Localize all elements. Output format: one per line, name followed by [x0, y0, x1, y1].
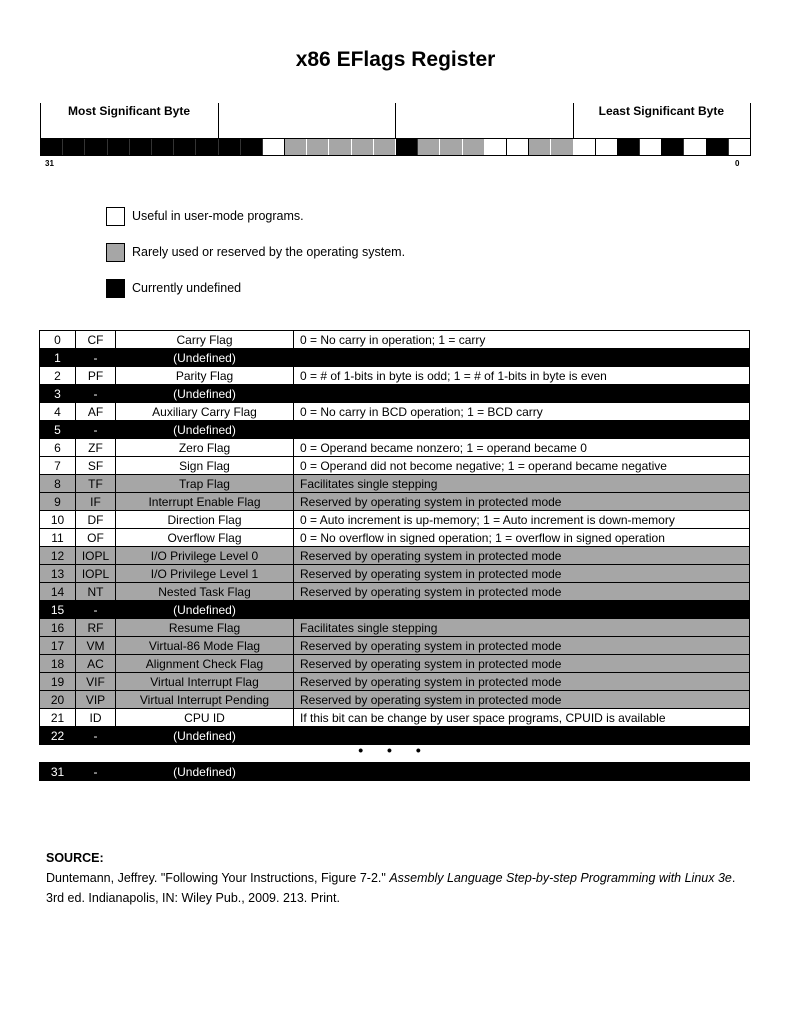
table-row: [40, 673, 750, 691]
bit-cell-24: [196, 139, 218, 155]
table-row: [40, 403, 750, 421]
flag-abbreviation: -: [76, 601, 116, 619]
flag-name: (Undefined): [116, 421, 294, 439]
source-label: SOURCE:: [46, 851, 104, 865]
least-significant-byte-cell: [574, 103, 752, 139]
flag-description: Reserved by operating system in protected mode: [294, 493, 750, 511]
flag-description: Reserved by operating system in protected mode: [294, 565, 750, 583]
table-row: [40, 439, 750, 457]
source-text-before: Duntemann, Jeffrey. "Following Your Instructions, Figure 7-2.": [46, 871, 390, 885]
bit-cell-15: [396, 139, 418, 155]
flag-name: CPU ID: [116, 709, 294, 727]
ellipsis: • • •: [358, 742, 431, 758]
flag-name: Direction Flag: [116, 511, 294, 529]
legend-item-undefined: [106, 278, 405, 298]
table-row: [40, 583, 750, 601]
flag-abbreviation: AF: [76, 403, 116, 421]
source-text: [46, 868, 756, 908]
flag-abbreviation: OF: [76, 529, 116, 547]
byte-cell-2: [219, 103, 397, 139]
table-row: [40, 457, 750, 475]
bit-cell-31: [41, 139, 63, 155]
bit-cell-23: [219, 139, 241, 155]
table-row: [40, 709, 750, 727]
table-row: [40, 493, 750, 511]
most-significant-byte-cell: [41, 103, 219, 139]
table-row: [40, 511, 750, 529]
flag-description: 0 = # of 1-bits in byte is odd; 1 = # of 1-bits in byte is even: [294, 367, 750, 385]
flag-description: 0 = No carry in operation; 1 = carry: [294, 331, 750, 349]
flags-table-last: [39, 762, 750, 781]
flags-table: [39, 330, 750, 745]
flag-abbreviation: VIF: [76, 673, 116, 691]
bit-number: 15: [40, 601, 76, 619]
bit-cell-27: [130, 139, 152, 155]
table-row: [40, 475, 750, 493]
table-row: [40, 367, 750, 385]
gray-swatch-icon: [106, 243, 125, 262]
bit-number: 2: [40, 367, 76, 385]
bit-number: 17: [40, 637, 76, 655]
bit-number: 16: [40, 619, 76, 637]
bit-cell-9: [529, 139, 551, 155]
byte-header: [40, 103, 751, 139]
flag-name: Auxiliary Carry Flag: [116, 403, 294, 421]
flags-table-body: [40, 331, 750, 745]
bit-number: 22: [40, 727, 76, 745]
flag-abbreviation: IOPL: [76, 547, 116, 565]
table-row: [40, 349, 750, 367]
flag-abbreviation: IF: [76, 493, 116, 511]
table-row: [40, 691, 750, 709]
flag-name: I/O Privilege Level 0: [116, 547, 294, 565]
bit-number: 5: [40, 421, 76, 439]
table-row: [40, 619, 750, 637]
bit-number: 9: [40, 493, 76, 511]
flag-description: [294, 385, 750, 403]
legend-item-user-mode: [106, 206, 405, 226]
flag-description: 0 = No carry in BCD operation; 1 = BCD carry: [294, 403, 750, 421]
bit-strip: [40, 138, 751, 156]
flag-description: Reserved by operating system in protected mode: [294, 673, 750, 691]
legend: [106, 206, 405, 314]
flag-description: [294, 421, 750, 439]
flag-description: Reserved by operating system in protected mode: [294, 583, 750, 601]
bit-cell-5: [618, 139, 640, 155]
flag-description: [294, 601, 750, 619]
bit-number: 8: [40, 475, 76, 493]
bit-number: 1: [40, 349, 76, 367]
flag-name: Overflow Flag: [116, 529, 294, 547]
bit-cell-18: [329, 139, 351, 155]
flag-name: Carry Flag: [116, 331, 294, 349]
table-row: [40, 565, 750, 583]
table-row: [40, 331, 750, 349]
legend-label: Rarely used or reserved by the operating system.: [132, 245, 406, 259]
flag-name: Alignment Check Flag: [116, 655, 294, 673]
flag-name: (Undefined): [116, 763, 294, 781]
bit-cell-12: [463, 139, 485, 155]
table-row: [40, 637, 750, 655]
bit-number: 11: [40, 529, 76, 547]
source-book-title: Assembly Language Step-by-step Programming with Linux 3e: [389, 871, 732, 885]
bit-number: 0: [40, 331, 76, 349]
flag-abbreviation: ZF: [76, 439, 116, 457]
bit-cell-30: [63, 139, 85, 155]
bit-cell-4: [640, 139, 662, 155]
table-row: [40, 421, 750, 439]
bit-number: 19: [40, 673, 76, 691]
bit-label-high: 31: [45, 159, 54, 168]
bit-number: 3: [40, 385, 76, 403]
bit-cell-11: [485, 139, 507, 155]
flag-abbreviation: -: [76, 421, 116, 439]
flag-abbreviation: PF: [76, 367, 116, 385]
flag-abbreviation: TF: [76, 475, 116, 493]
legend-label: Useful in user-mode programs.: [132, 209, 304, 223]
flag-abbreviation: IOPL: [76, 565, 116, 583]
bit-number: 7: [40, 457, 76, 475]
bit-cell-25: [174, 139, 196, 155]
bit-cell-21: [263, 139, 285, 155]
flag-name: Virtual Interrupt Flag: [116, 673, 294, 691]
bit-number: 6: [40, 439, 76, 457]
black-swatch-icon: [106, 279, 125, 298]
bit-cell-2: [684, 139, 706, 155]
flag-abbreviation: VIP: [76, 691, 116, 709]
flag-name: Virtual-86 Mode Flag: [116, 637, 294, 655]
page-title: x86 EFlags Register: [295, 48, 496, 71]
bit-number: 21: [40, 709, 76, 727]
flag-description: If this bit can be change by user space programs, CPUID is available: [294, 709, 750, 727]
flag-name: Parity Flag: [116, 367, 294, 385]
flag-description: Reserved by operating system in protected mode: [294, 637, 750, 655]
table-row: [40, 385, 750, 403]
flag-name: I/O Privilege Level 1: [116, 565, 294, 583]
table-row-bit-31: [40, 763, 750, 781]
table-row: [40, 655, 750, 673]
flag-name: Resume Flag: [116, 619, 294, 637]
table-row: [40, 547, 750, 565]
flag-name: Nested Task Flag: [116, 583, 294, 601]
bit-cell-0: [729, 139, 750, 155]
flag-name: Sign Flag: [116, 457, 294, 475]
flag-abbreviation: -: [76, 763, 116, 781]
flag-abbreviation: -: [76, 727, 116, 745]
flag-description: Reserved by operating system in protected mode: [294, 691, 750, 709]
bit-number: 12: [40, 547, 76, 565]
bit-cell-3: [662, 139, 684, 155]
table-row: [40, 529, 750, 547]
byte-cell-3: [396, 103, 574, 139]
bit-cell-8: [551, 139, 573, 155]
flag-description: [294, 763, 750, 781]
bit-cell-22: [241, 139, 263, 155]
bit-cell-13: [440, 139, 462, 155]
flag-description: Facilitates single stepping: [294, 475, 750, 493]
bit-number: 20: [40, 691, 76, 709]
flag-abbreviation: NT: [76, 583, 116, 601]
bit-cell-14: [418, 139, 440, 155]
flag-description: 0 = Operand did not become negative; 1 = operand became negative: [294, 457, 750, 475]
bit-number: 13: [40, 565, 76, 583]
flag-description: 0 = Auto increment is up-memory; 1 = Auto increment is down-memory: [294, 511, 750, 529]
bit-cell-10: [507, 139, 529, 155]
bit-cell-19: [307, 139, 329, 155]
flag-name: Virtual Interrupt Pending: [116, 691, 294, 709]
bit-cell-28: [108, 139, 130, 155]
flag-abbreviation: -: [76, 385, 116, 403]
bit-cell-26: [152, 139, 174, 155]
flag-abbreviation: RF: [76, 619, 116, 637]
source-text-after: . 3rd ed. Indianapolis, IN: Wiley Pub., 2009. 213. Print.: [46, 871, 736, 905]
flag-description: [294, 349, 750, 367]
flag-description: Reserved by operating system in protected mode: [294, 547, 750, 565]
flag-description: Facilitates single stepping: [294, 619, 750, 637]
bit-cell-6: [596, 139, 618, 155]
bit-number: 4: [40, 403, 76, 421]
msb-label: Most Significant Byte: [68, 104, 191, 118]
flag-description: Reserved by operating system in protected mode: [294, 655, 750, 673]
flag-name: Interrupt Enable Flag: [116, 493, 294, 511]
flag-abbreviation: ID: [76, 709, 116, 727]
lsb-label: Least Significant Byte: [598, 104, 724, 118]
bit-number: 31: [40, 763, 76, 781]
flag-abbreviation: VM: [76, 637, 116, 655]
bit-cell-20: [285, 139, 307, 155]
legend-label: Currently undefined: [132, 281, 242, 295]
flag-description: 0 = Operand became nonzero; 1 = operand became 0: [294, 439, 750, 457]
bit-cell-16: [374, 139, 396, 155]
bit-cell-17: [352, 139, 374, 155]
source-citation: [46, 848, 756, 908]
bit-cell-7: [574, 139, 596, 155]
table-row: [40, 601, 750, 619]
bit-label-low: 0: [735, 159, 740, 168]
flag-name: Trap Flag: [116, 475, 294, 493]
flag-name: (Undefined): [116, 385, 294, 403]
legend-item-reserved: [106, 242, 405, 262]
bit-cell-1: [707, 139, 729, 155]
flag-abbreviation: SF: [76, 457, 116, 475]
bit-number: 10: [40, 511, 76, 529]
flag-abbreviation: DF: [76, 511, 116, 529]
white-swatch-icon: [106, 207, 125, 226]
flag-description: 0 = No overflow in signed operation; 1 = overflow in signed operation: [294, 529, 750, 547]
flag-name: Zero Flag: [116, 439, 294, 457]
flag-abbreviation: -: [76, 349, 116, 367]
bit-number: 18: [40, 655, 76, 673]
bit-cell-29: [85, 139, 107, 155]
flag-abbreviation: CF: [76, 331, 116, 349]
flag-name: (Undefined): [116, 727, 294, 745]
flag-abbreviation: AC: [76, 655, 116, 673]
bit-number: 14: [40, 583, 76, 601]
flag-name: (Undefined): [116, 349, 294, 367]
flag-name: (Undefined): [116, 601, 294, 619]
